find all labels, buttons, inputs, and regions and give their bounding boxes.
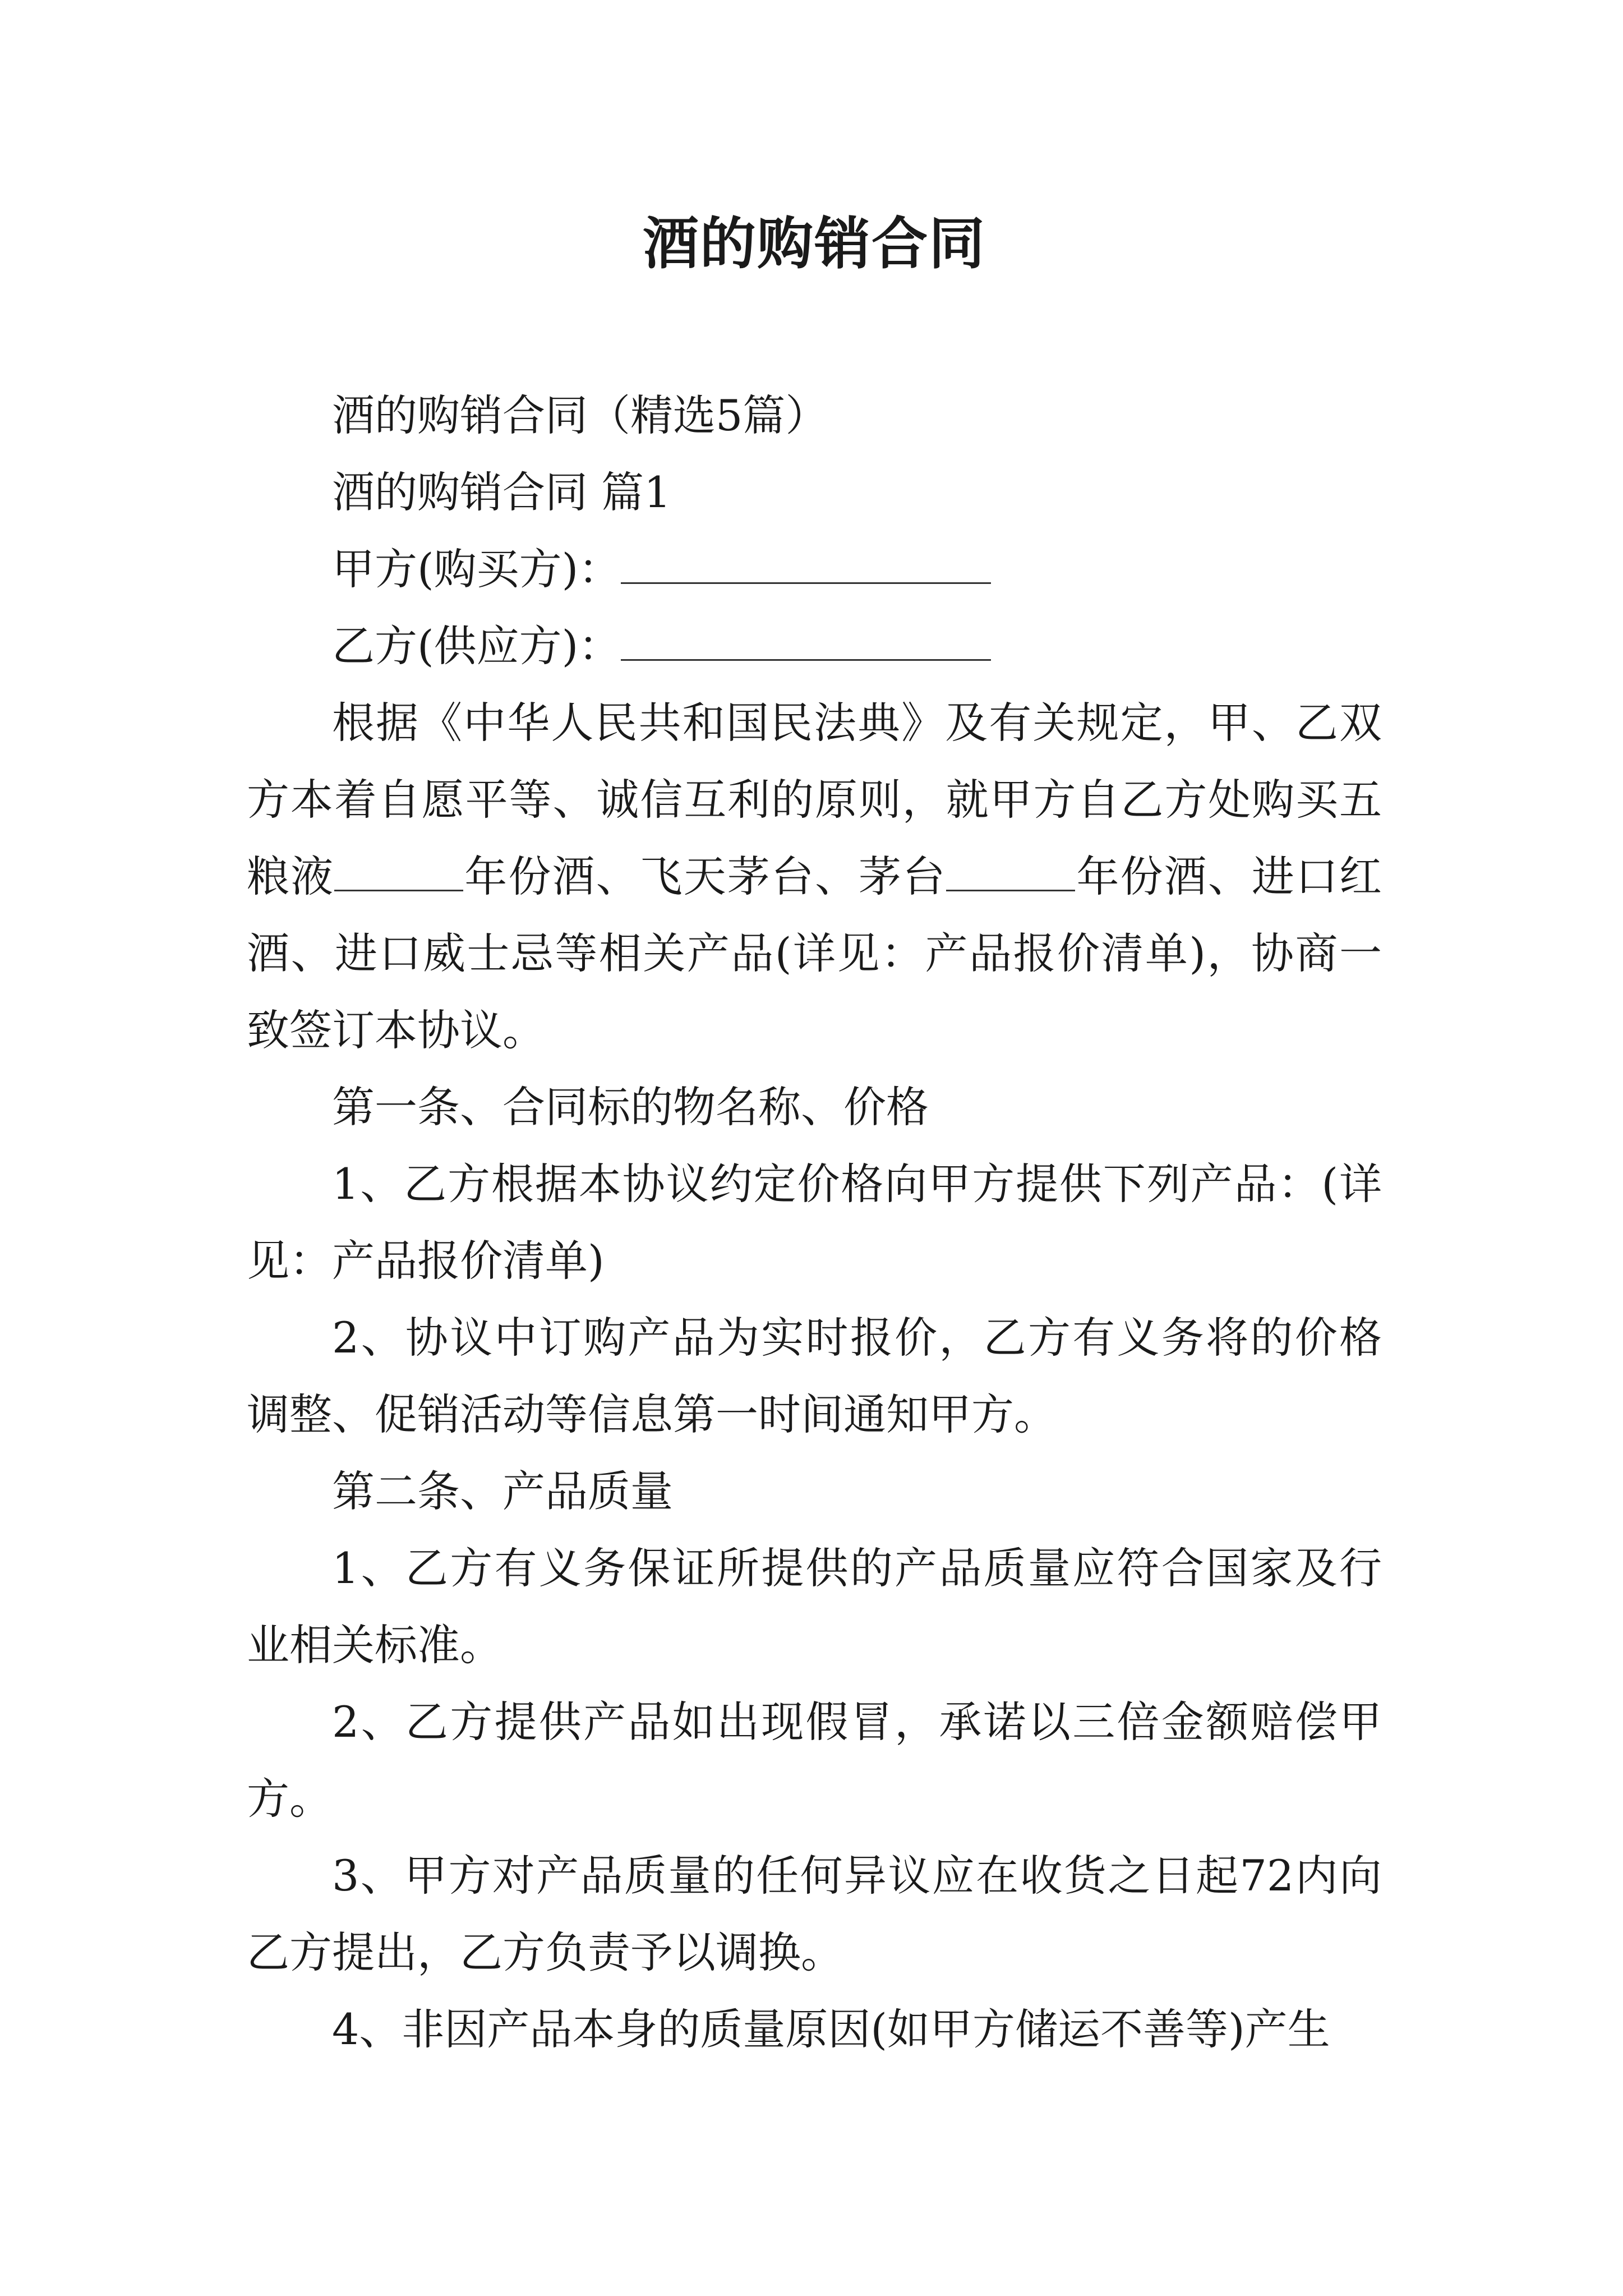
section-heading: 酒的购销合同 篇1 bbox=[332, 467, 671, 517]
intro-text-2: 年份酒、飞天茅台、茅台 bbox=[463, 852, 947, 901]
article-2-item-4: 4、非因产品本身的质量原因(如甲方储运不善等)产生 bbox=[332, 2004, 1330, 2054]
party-a-blank bbox=[621, 571, 991, 584]
party-b-blank bbox=[621, 648, 991, 661]
party-a-label: 甲方(购买方)： bbox=[332, 544, 621, 594]
document-title: 酒的购销合同 bbox=[643, 211, 986, 277]
party-b-line bbox=[247, 608, 1382, 684]
intro-text-3: 年份酒、进口红酒、进口威士忌等相关产品(详见：产品报价清单)，协商一致签订本协议。 bbox=[247, 852, 1382, 1055]
document-body bbox=[247, 377, 1382, 2068]
article-1-heading: 第一条、合同标的物名称、价格 bbox=[332, 1082, 929, 1132]
article-2-item-3: 3、甲方对产品质量的任何异议应在收货之日起72内向乙方提出，乙方负责予以调换。 bbox=[247, 1851, 1382, 1977]
article-2-item-1: 1、乙方有义务保证所提供的产品质量应符合国家及行业相关标准。 bbox=[247, 1543, 1382, 1670]
moutai-year-blank bbox=[946, 878, 1075, 891]
intro-text-1: 根据《中华人民共和国民法典》及有关规定，甲、乙双方本着自愿平等、诚信互利的原则，就甲方自乙方处购买五粮液 bbox=[247, 698, 1382, 901]
party-b-label: 乙方(供应方)： bbox=[332, 621, 621, 671]
document-subtitle: 酒的购销合同（精选5篇） bbox=[332, 390, 828, 440]
article-2-item-2: 2、乙方提供产品如出现假冒，承诺以三倍金额赔偿甲方。 bbox=[247, 1697, 1382, 1824]
intro-paragraph bbox=[247, 684, 1382, 1069]
article-1-item-1: 1、乙方根据本协议约定价格向甲方提供下列产品：(详见：产品报价清单) bbox=[247, 1159, 1382, 1286]
article-1-item-2: 2、协议中订购产品为实时报价，乙方有义务将的价格调整、促销活动等信息第一时间通知甲方。 bbox=[247, 1313, 1382, 1439]
party-a-line bbox=[247, 531, 1382, 608]
wuliangye-year-blank bbox=[334, 878, 463, 891]
article-2-heading: 第二条、产品质量 bbox=[332, 1466, 673, 1516]
